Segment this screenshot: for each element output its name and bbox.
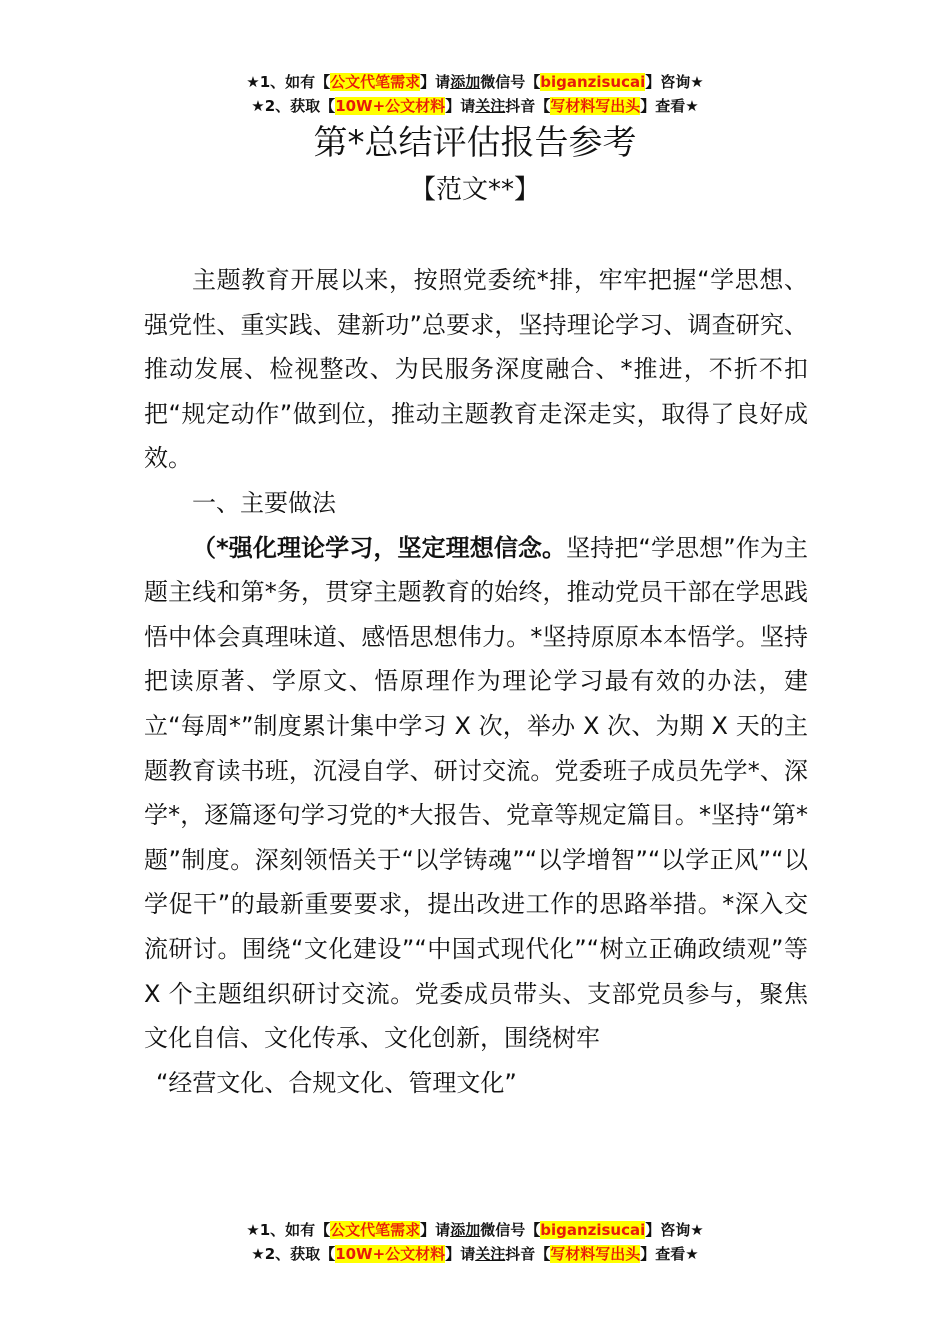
page-title: 第*总结评估报告参考	[313, 123, 637, 163]
footer-banner	[0, 1218, 950, 1266]
banner-underlined: 关注	[475, 1245, 506, 1263]
paragraph-theory-study	[144, 526, 808, 1061]
banner-text: 抖音【	[505, 97, 551, 115]
paragraph-continued: “经营文化、合规文化、管理文化”	[156, 1068, 517, 1097]
header-banner	[0, 70, 950, 118]
footer-banner-line-1	[0, 1218, 950, 1242]
banner-highlight: 10W+公文材料	[335, 1245, 446, 1263]
banner-highlight: biganzisucai	[540, 1221, 646, 1239]
banner-text: 微信号【	[480, 1221, 541, 1239]
paragraph-lead: （*强化理论学习，坚定理想信念。	[192, 533, 567, 562]
banner-underlined: 关注	[475, 97, 506, 115]
paragraph-intro: 主题教育开展以来，按照党委统*排，牢牢把握“学思想、强党性、重实践、建新功”总要求，坚持理论学习、调查研究、推动发展、检视整改、为民服务深度融合、*推进，不折不扣把“规定动作”做到位，推动主题教育走深走实，取得了良好成效。	[144, 266, 808, 473]
header-banner-line-2	[0, 94, 950, 118]
banner-text: 微信号【	[480, 73, 541, 91]
banner-underlined: 添加	[450, 73, 481, 91]
banner-text: ★1、如有【	[246, 1221, 331, 1239]
banner-text: 】咨询★	[645, 73, 704, 91]
header-banner-line-1	[0, 70, 950, 94]
banner-text: 】请	[420, 1221, 451, 1239]
footer-banner-line-2	[0, 1242, 950, 1266]
banner-text: 抖音【	[505, 1245, 551, 1263]
banner-highlight: 10W+公文材料	[335, 97, 446, 115]
banner-highlight: 写材料写出头	[550, 97, 641, 115]
banner-text: 】查看★	[640, 97, 699, 115]
paragraph-text: 坚持把“学思想”作为主题主线和第*务，贯穿主题教育的始终，推动党员干部在学思践悟中体会真理味道、感悟思想伟力。*坚持原原本本悟学。坚持把读原著、学原文、悟原理作为理论学习最有效的办法，建立“每周*”制度累计集中学习 X 次，举办 X 次、为期 X 天的主题教育读书班，沉浸自学、研讨交流。党委班子成员先学*、深学*，逐篇逐句学习党的*大报告、党章等规定篇目。*坚持“第*题”制度。深刻领悟关于“以学铸魂”“以学增智”“以学正风”“以学促干”的最新重要要求，提出改进工作的思路举措。*深入交流研讨。围绕“文化建设”“中国式现代化”“树立正确政绩观”等 X 个主题组织研讨交流。党委成员带头、支部党员参与，聚焦文化自信、文化传承、文化创新，围绕树牢	[144, 533, 808, 1053]
banner-text: ★1、如有【	[246, 73, 331, 91]
page-subtitle: 【范文**】	[409, 175, 540, 205]
banner-underlined: 添加	[450, 1221, 481, 1239]
banner-text: 】请	[445, 97, 476, 115]
banner-text: 】查看★	[640, 1245, 699, 1263]
section-heading: 一、主要做法	[192, 488, 336, 517]
banner-text: ★2、获取【	[251, 1245, 336, 1263]
document-body	[144, 258, 808, 1105]
banner-highlight: 公文代笔需求	[330, 1221, 421, 1239]
banner-text: ★2、获取【	[251, 97, 336, 115]
banner-highlight: 写材料写出头	[550, 1245, 641, 1263]
banner-highlight: biganzisucai	[540, 73, 646, 91]
banner-text: 】咨询★	[645, 1221, 704, 1239]
banner-text: 】请	[420, 73, 451, 91]
banner-highlight: 公文代笔需求	[330, 73, 421, 91]
banner-text: 】请	[445, 1245, 476, 1263]
